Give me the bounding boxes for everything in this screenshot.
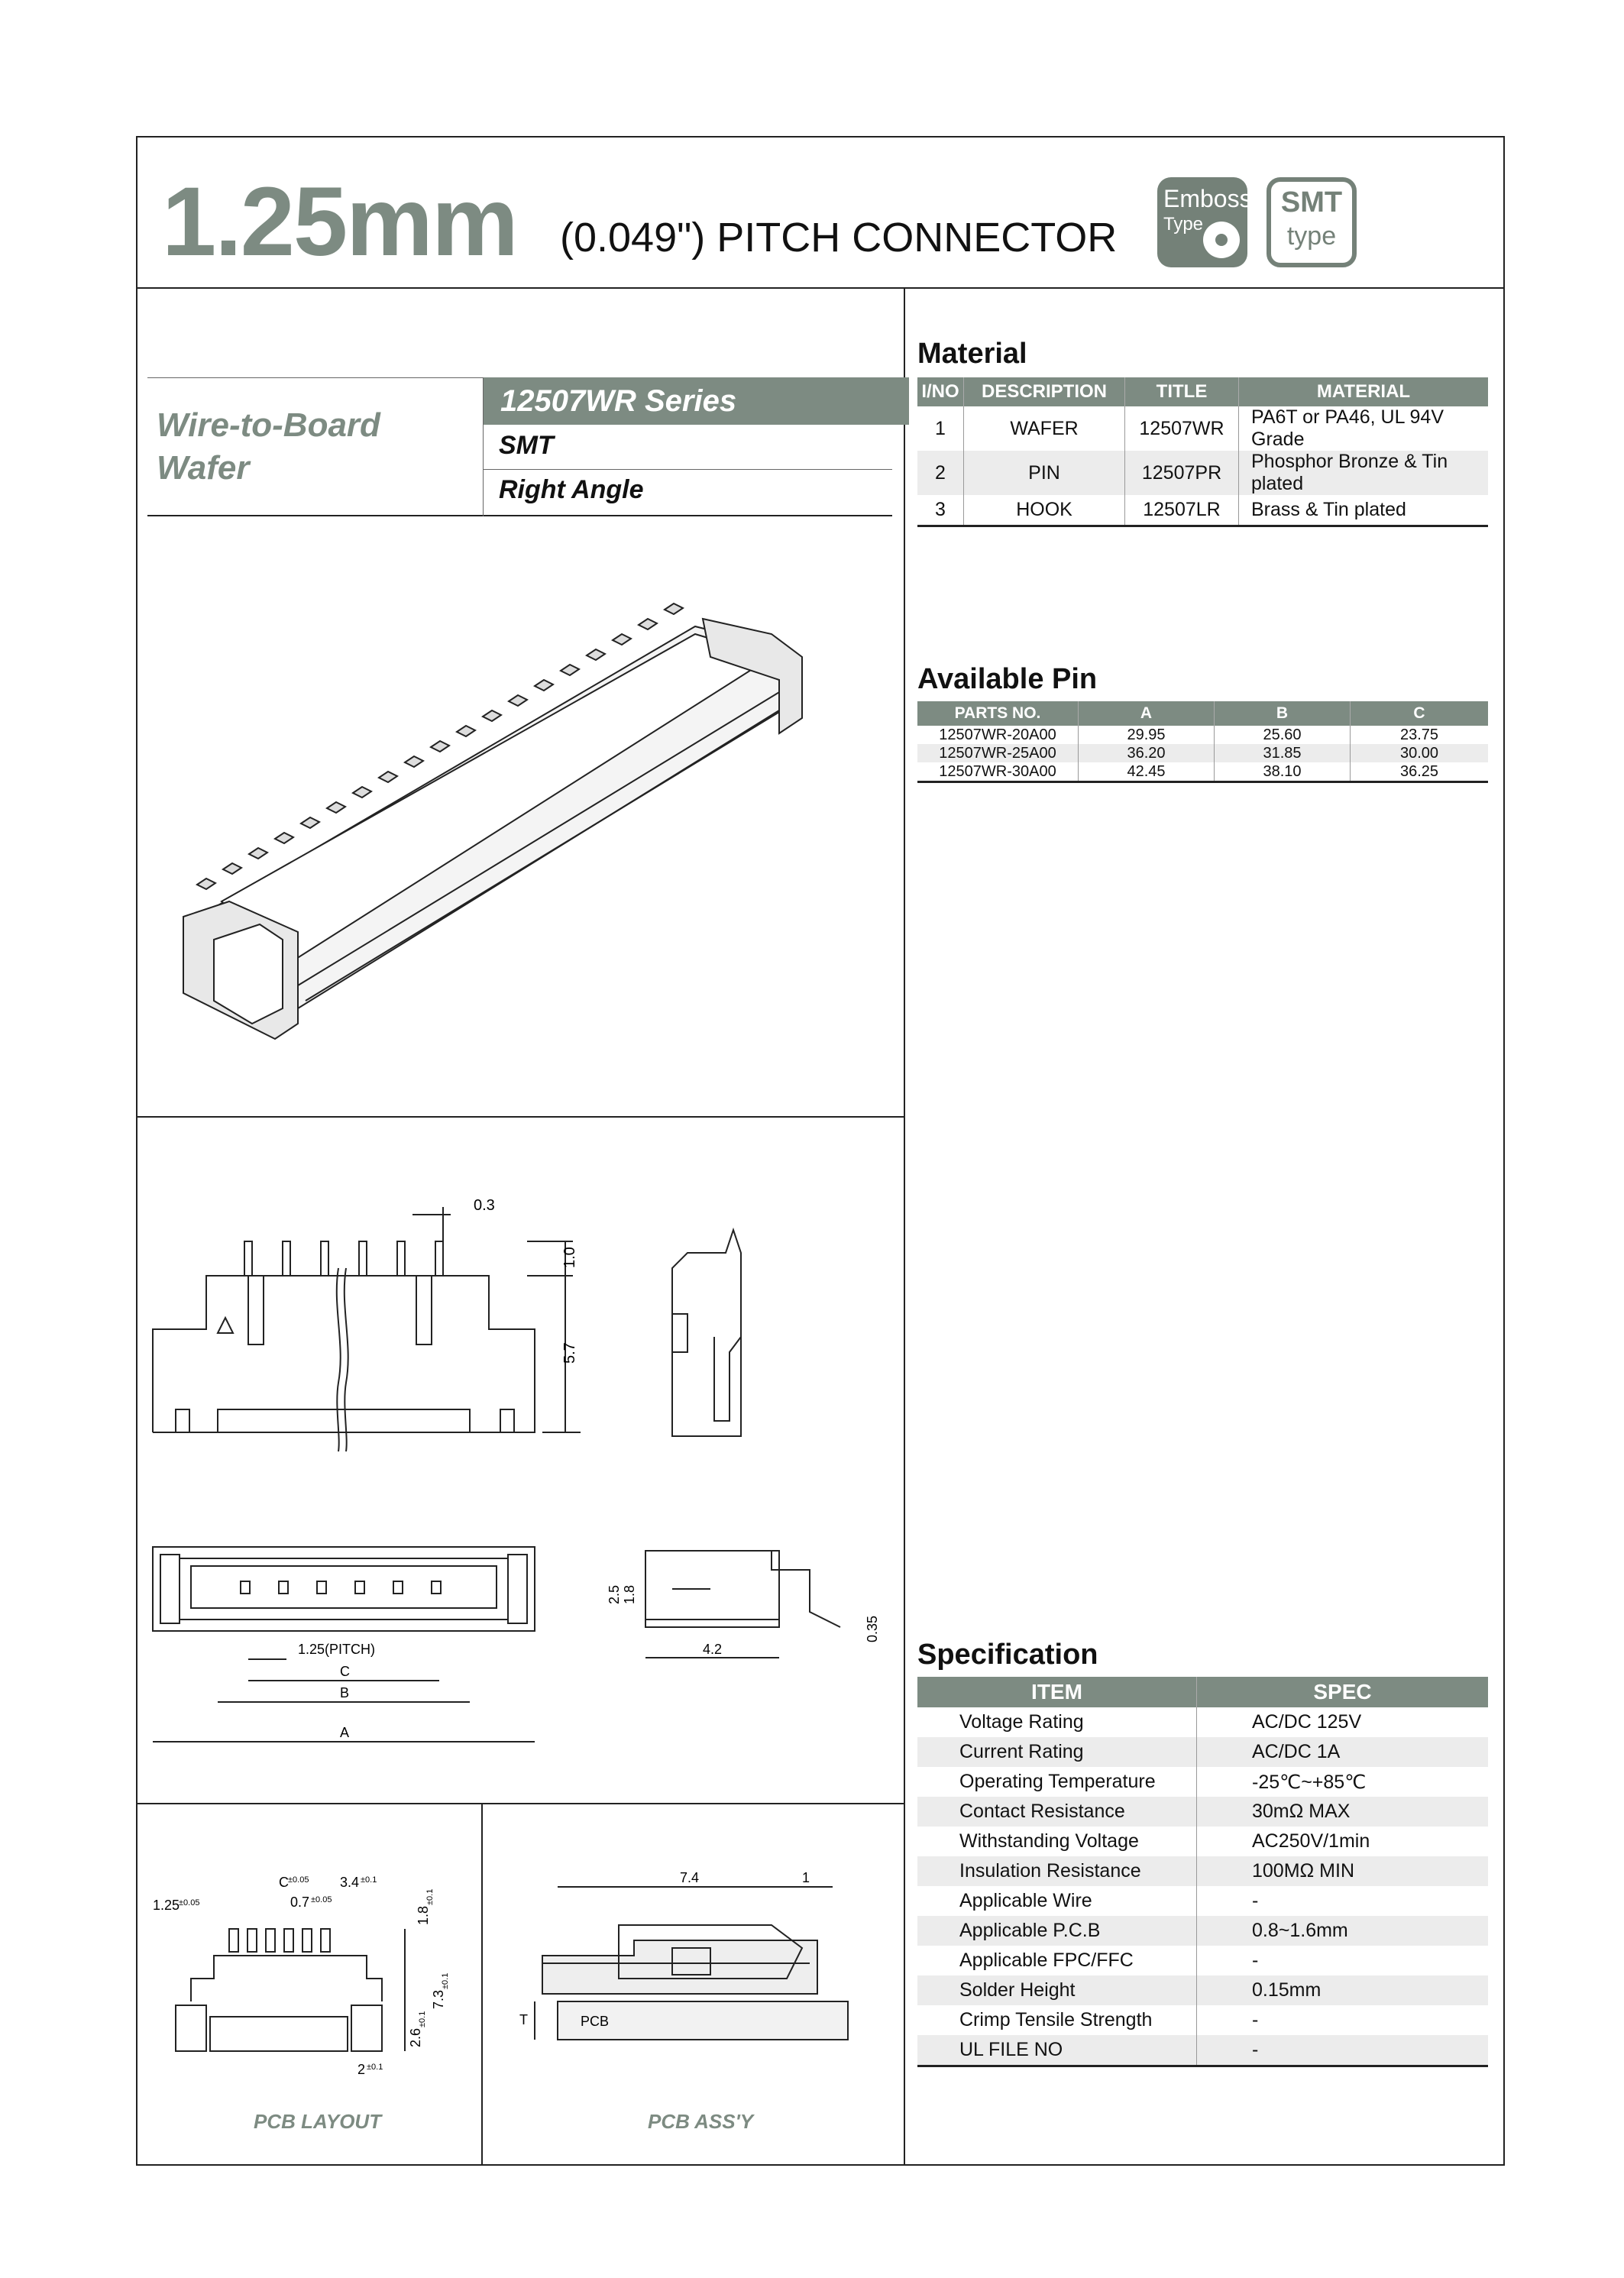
table-row: Solder Height 0.15mm bbox=[917, 1975, 1488, 2005]
dim-5-7: 5.7 bbox=[561, 1342, 578, 1364]
table-row: Crimp Tensile Strength - bbox=[917, 2005, 1488, 2035]
smt-badge-type: type bbox=[1286, 222, 1337, 251]
pcb-dim-3-4-tol: ±0.1 bbox=[361, 1875, 377, 1885]
pcb-assy-caption: PCB ASS'Y bbox=[648, 2110, 754, 2133]
table-row: Contact Resistance 30mΩ MAX bbox=[917, 1797, 1488, 1827]
product-type-line1: Wire-to-Board bbox=[157, 406, 380, 444]
table-row: Applicable Wire - bbox=[917, 1886, 1488, 1916]
pcb-layout-caption: PCB LAYOUT bbox=[254, 2110, 382, 2133]
specification-table bbox=[917, 1677, 1488, 2067]
pcb-dim-2-6-tol: ±0.1 bbox=[418, 2011, 427, 2027]
pin-header-part: PARTS NO. bbox=[917, 701, 1079, 726]
pcb-dim-1-25: 1.25 bbox=[153, 1898, 180, 1913]
product-bottom-line bbox=[147, 515, 892, 516]
reel-icon bbox=[1199, 217, 1244, 263]
table-row: 2 PIN 12507PR Phosphor Bronze & Tin plated bbox=[917, 451, 1488, 495]
table-row: 12507WR-30A00 42.45 38.10 36.25 bbox=[917, 762, 1488, 782]
pcb-dim-2-tol: ±0.1 bbox=[367, 2063, 383, 2072]
series-row-line bbox=[484, 469, 892, 470]
assy-dim-7-4: 7.4 bbox=[680, 1870, 700, 1885]
mount-type: SMT bbox=[499, 431, 554, 460]
table-row: 1 WAFER 12507WR PA6T or PA46, UL 94V Grade bbox=[917, 406, 1488, 451]
dim-b: B bbox=[340, 1685, 350, 1700]
pin-header-b: B bbox=[1215, 701, 1351, 726]
material-header-material: MATERIAL bbox=[1239, 377, 1489, 406]
dim-a: A bbox=[340, 1725, 350, 1740]
table-row: Applicable FPC/FFC - bbox=[917, 1946, 1488, 1975]
table-row: 3 HOOK 12507LR Brass & Tin plated bbox=[917, 495, 1488, 526]
pcb-layout-drawing bbox=[153, 1856, 474, 2085]
connector-subtitle: (0.049") PITCH CONNECTOR bbox=[560, 215, 1118, 260]
pin-header-c: C bbox=[1351, 701, 1489, 726]
pitch-size-title: 1.25mm bbox=[162, 167, 517, 277]
pcb-dim-7-3: 7.3 bbox=[431, 1989, 446, 2009]
pcb-dim-1-25-tol: ±0.05 bbox=[179, 1898, 200, 1908]
spec-header-item: ITEM bbox=[917, 1677, 1197, 1707]
table-row: Withstanding Voltage AC250V/1min bbox=[917, 1827, 1488, 1856]
emboss-badge-type: Type bbox=[1163, 214, 1204, 235]
material-header-title: TITLE bbox=[1125, 377, 1239, 406]
smt-type-badge bbox=[1267, 177, 1357, 267]
column-divider bbox=[904, 287, 905, 2166]
spec-header-spec: SPEC bbox=[1197, 1677, 1489, 1707]
material-header-desc: DESCRIPTION bbox=[964, 377, 1125, 406]
divider-iso bbox=[136, 1116, 904, 1118]
dim-2-5: 2.5 bbox=[607, 1584, 622, 1604]
product-top-line bbox=[147, 377, 484, 378]
side-view-drawing bbox=[657, 1222, 764, 1451]
pcb-dim-0-7: 0.7 bbox=[290, 1895, 310, 1910]
dim-4-2: 4.2 bbox=[703, 1642, 723, 1657]
front-view-drawing bbox=[145, 1192, 588, 1467]
pcb-dim-3-4: 3.4 bbox=[340, 1875, 360, 1890]
pcb-dim-2-6: 2.6 bbox=[408, 2027, 423, 2047]
material-title: Material bbox=[917, 338, 1027, 370]
divider-pcb-mid bbox=[481, 1803, 483, 2166]
table-row: 12507WR-20A00 29.95 25.60 23.75 bbox=[917, 726, 1488, 744]
product-split bbox=[483, 377, 484, 516]
table-row: UL FILE NO - bbox=[917, 2035, 1488, 2066]
top-view-drawing bbox=[145, 1528, 558, 1772]
table-row: Insulation Resistance 100MΩ MIN bbox=[917, 1856, 1488, 1886]
available-pin-title: Available Pin bbox=[917, 663, 1098, 695]
series-bar: 12507WR Series bbox=[484, 377, 909, 425]
assy-dim-t: T bbox=[519, 2012, 528, 2027]
top-side-view-drawing bbox=[588, 1528, 894, 1681]
table-row: Voltage Rating AC/DC 125V bbox=[917, 1707, 1488, 1737]
table-row: Operating Temperature -25℃~+85℃ bbox=[917, 1767, 1488, 1797]
emboss-badge-label: Emboss bbox=[1163, 185, 1252, 212]
isometric-connector-drawing bbox=[176, 596, 863, 1054]
dim-0-35: 0.35 bbox=[865, 1615, 880, 1642]
dim-1-8: 1.8 bbox=[622, 1584, 637, 1604]
specification-title: Specification bbox=[917, 1639, 1098, 1671]
pcb-dim-1-8: 1.8 bbox=[416, 1905, 431, 1925]
material-table bbox=[917, 377, 1488, 527]
dim-0-3: 0.3 bbox=[474, 1197, 495, 1214]
table-row: 12507WR-25A00 36.20 31.85 30.00 bbox=[917, 744, 1488, 762]
dim-c: C bbox=[340, 1664, 350, 1679]
assy-dim-1: 1 bbox=[802, 1870, 810, 1885]
table-row: Current Rating AC/DC 1A bbox=[917, 1737, 1488, 1767]
divider-pcb bbox=[136, 1803, 904, 1804]
pcb-dim-2: 2 bbox=[357, 2062, 366, 2077]
header-divider bbox=[136, 287, 1505, 289]
smt-badge-label: SMT bbox=[1280, 186, 1343, 218]
product-type-line2: Wafer bbox=[157, 449, 250, 487]
orientation: Right Angle bbox=[499, 475, 644, 504]
dim-pitch: 1.25(PITCH) bbox=[298, 1642, 376, 1657]
pcb-dim-1-8-tol: ±0.1 bbox=[425, 1888, 435, 1905]
pcb-assembly-drawing bbox=[497, 1864, 894, 2047]
pcb-dim-c: C bbox=[279, 1875, 289, 1890]
assy-pcb-label: PCB bbox=[581, 2014, 610, 2029]
pcb-dim-7-3-tol: ±0.1 bbox=[441, 1972, 450, 1989]
dim-1-0: 1.0 bbox=[561, 1247, 578, 1268]
table-row: Applicable P.C.B 0.8~1.6mm bbox=[917, 1916, 1488, 1946]
pcb-dim-0-7-tol: ±0.05 bbox=[311, 1895, 332, 1904]
emboss-type-badge bbox=[1157, 177, 1252, 267]
material-header-no: I/NO bbox=[917, 377, 964, 406]
pin-header-a: A bbox=[1079, 701, 1215, 726]
available-pin-table bbox=[917, 701, 1488, 783]
pcb-dim-c-tol: ±0.05 bbox=[288, 1875, 309, 1885]
